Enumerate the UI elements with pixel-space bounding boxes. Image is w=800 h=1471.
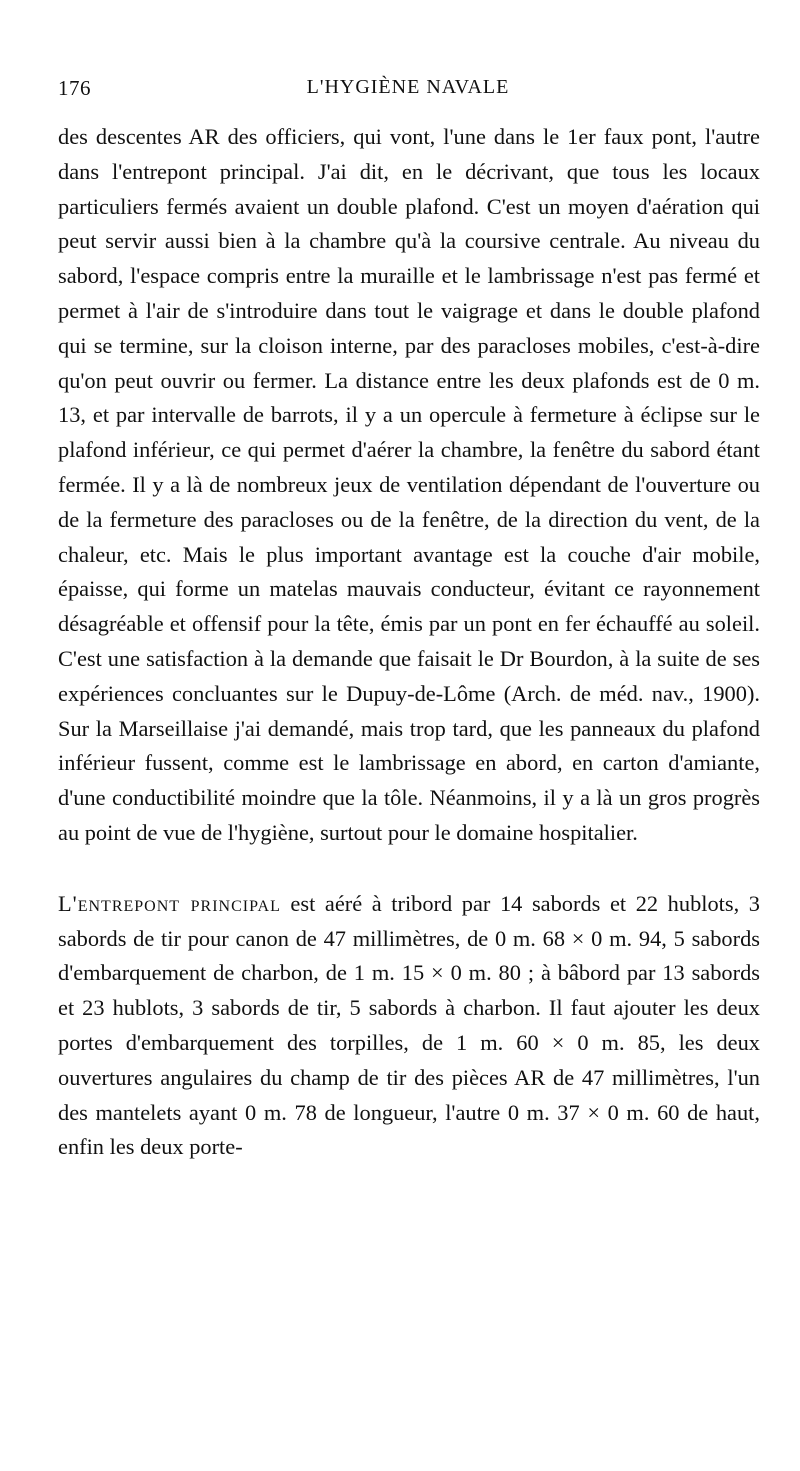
paragraph-entrepont-text: est aéré à tribord par 14 sabords et 22 hublots, 3 sabords de tir pour canon de 47 millimètres, de 0 m. 68 × 0 m. 94, 5 sabords d'embarquement de charbon, de 1 m. 15 × 0 m. 80 ; à bâbord par 13 sabords et 23 hublots, 3 sabords de tir, 5 sabords à charbon. Il faut ajouter les deux portes d'embarquement des torpilles, de 1 m. 60 × 0 m. 85, les deux ouvertures angulaires du champ de tir des pièces AR de 47 millimètres, l'un des mantelets ayant 0 m. 78 de longueur, l'autre 0 m. 37 × 0 m. 60 de haut, enfin les deux porte- xyxy=(58,890,760,1160)
page-header xyxy=(58,76,758,106)
paragraph-ventilation: des descentes AR des officiers, qui vont, l'une dans le 1er faux pont, l'autre dans l'entrepont principal. J'ai dit, en le décrivant, que tous les locaux particuliers fermés avaient un double plafond. C'est un moyen d'aération qui peut servir aussi bien à la chambre qu'à la coursive centrale. Au niveau du sabord, l'espace compris entre la muraille et le lambrissage n'est pas fermé et permet à l'air de s'introduire dans tout le vaigrage et dans le double plafond qui se termine, sur la cloison interne, par des paracloses mobiles, c'est-à-dire qu'on peut ouvrir ou fermer. La distance entre les deux plafonds est de 0 m. 13, et par intervalle de barrots, il y a un opercule à fermeture à éclipse sur le plafond inférieur, ce qui permet d'aérer la chambre, la fenêtre du sabord étant fermée. Il y a là de nombreux jeux de ventilation dépendant de l'ouverture ou de la fermeture des paracloses ou de la fenêtre, de la direction du vent, de la chaleur, etc. Mais le plus important avantage est la couche d'air mobile, épaisse, qui forme un matelas mauvais conducteur, évitant ce rayonnement désagréable et offensif pour la tête, émis par un pont en fer échauffé au soleil. C'est une satisfaction à la demande que faisait le Dr Bourdon, à la suite de ses expériences concluantes sur le Dupuy-de-Lôme (Arch. de méd. nav., 1900). Sur la Marseillaise j'ai demandé, mais trop tard, que les panneaux du plafond inférieur fussent, comme est le lambrissage en abord, en carton d'amiante, d'une conductibilité moindre que la tôle. Néanmoins, il y a là un gros progrès au point de vue de l'hygiène, surtout pour le domaine hospitalier. xyxy=(58,124,760,845)
paragraph-entrepont xyxy=(58,887,760,1165)
paragraph-lead-small-caps: L'entrepont principal xyxy=(58,890,281,916)
running-title: L'HYGIÈNE NAVALE xyxy=(306,76,510,98)
page-number: 176 xyxy=(58,76,91,100)
body-text xyxy=(58,120,760,1165)
